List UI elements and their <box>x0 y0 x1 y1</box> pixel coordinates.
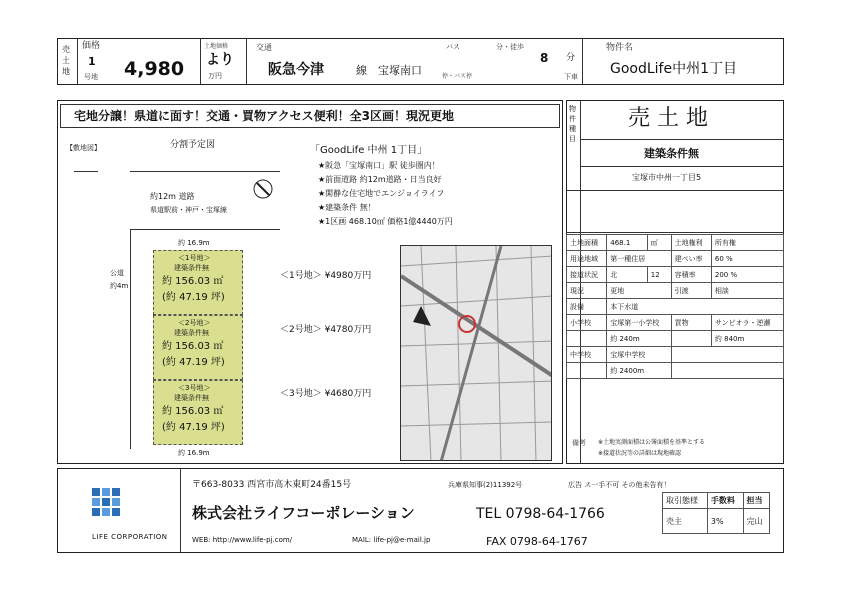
site-map-label: 【敷地図】 <box>66 144 101 152</box>
item-unit: 号地 <box>84 73 98 81</box>
lot-2-price: ＜2号地＞ ¥4780万円 <box>280 325 372 335</box>
feature-item-1: ★阪急「宝塚南口」駅 徒歩圏内！ <box>318 161 440 170</box>
company-logo-text: LIFE CORPORATION <box>92 533 168 541</box>
current-label: 現況 <box>567 283 607 299</box>
road-access-label: 接道状況 <box>567 267 607 283</box>
delivery-label: 引渡 <box>671 283 711 299</box>
address: 宝塚市中州一丁目5 <box>632 173 702 182</box>
lot-2 <box>153 315 243 380</box>
land-area-value: 468.1 <box>607 235 648 251</box>
equipment-label: 設備 <box>567 299 607 315</box>
transport-label: 交通 <box>256 43 272 52</box>
land-area-label: 土地面積 <box>567 235 607 251</box>
coverage-value: 60 % <box>711 251 783 267</box>
spec-table <box>566 234 784 379</box>
note-2: ※接道状況等の詳細は現地確認 <box>598 450 682 457</box>
deal-value: 売主 <box>663 509 708 534</box>
walk-label: 分・徒歩 <box>496 43 524 51</box>
lot-3-price: ＜3号地＞ ¥4680万円 <box>280 389 372 399</box>
minutes-unit: 分 <box>566 53 576 63</box>
condition: 建築条件無 <box>644 147 699 160</box>
road-label: 約12m 道路 <box>150 192 195 201</box>
lot-1-price: ＜1号地＞ ¥4980万円 <box>280 271 372 281</box>
lot-2-tsubo: (約 47.19 坪) <box>162 357 225 368</box>
current-value: 更地 <box>607 283 671 299</box>
lot-2-type: 建築条件無 <box>174 329 209 337</box>
feature-item-5: ★1区画 468.10㎡ 価格1億4440万円 <box>318 217 453 226</box>
far-value: 200 % <box>711 267 783 283</box>
ad-notice: 広告 ス一手不可 その他未告有！ <box>568 481 671 489</box>
shop-distance: 約 840m <box>711 331 783 347</box>
junior-distance: 約 2400m <box>607 363 671 379</box>
lot-3 <box>153 380 243 445</box>
station-name: 宝塚南口 <box>378 64 422 77</box>
far-label: 容積率 <box>671 267 711 283</box>
tel-number: TEL 0798-64-1766 <box>476 506 605 522</box>
side-road-label: 公道 <box>110 269 124 277</box>
from-text: より <box>206 52 234 68</box>
lot-1-area: 約 156.03 ㎡ <box>162 276 224 287</box>
fee-value: 3% <box>707 509 743 534</box>
side-road-sub: 約4m <box>110 282 129 290</box>
postal-address: 〒663-8033 西宮市高木東町24番15号 <box>192 480 352 490</box>
feature-item-2: ★前面道路 約12m道路・日当良好 <box>318 175 442 184</box>
coverage-label: 建ぺい率 <box>671 251 711 267</box>
line-name: 阪急今津 <box>268 62 324 78</box>
price-value: 4,980 <box>124 58 185 80</box>
price-unit: 万円 <box>208 72 222 80</box>
person-value: 完山 <box>743 509 769 534</box>
land-area-unit: ㎡ <box>647 235 671 251</box>
road-width: 12 <box>647 267 671 283</box>
north-arrow-icon <box>252 178 274 200</box>
dim-bottom: 約 16.9m <box>178 449 210 457</box>
shop-label: 買物 <box>671 315 711 331</box>
zoning-value: 第一種住居 <box>607 251 671 267</box>
area-map <box>400 245 552 461</box>
lot-3-tsubo: (約 47.19 坪) <box>162 422 225 433</box>
lot-1-type: 建築条件無 <box>174 264 209 272</box>
lot-1 <box>153 250 243 315</box>
type-title: 売 土 地 <box>628 106 708 131</box>
delivery-value: 相談 <box>711 283 783 299</box>
property-name-label: 物件名 <box>606 43 634 53</box>
note-1: ※土地実測面積は公簿面積を基準とする <box>598 439 706 446</box>
license-number: 兵庫県知事(2)11392号 <box>448 481 523 489</box>
category-vertical: 売土地 <box>62 45 70 76</box>
zoning-label: 用途地域 <box>567 251 607 267</box>
features-title: 「GoodLife 中州 1丁目」 <box>310 145 428 156</box>
bus-stop-label: 停・バス停 <box>442 73 473 80</box>
lot-3-area: 約 156.03 ㎡ <box>162 406 224 417</box>
road-direction: 北 <box>607 267 648 283</box>
price-label: 価格 <box>82 41 101 51</box>
stop-label: 下車 <box>564 73 578 81</box>
deal-label: 取引態様 <box>663 493 708 509</box>
lot-2-area: 約 156.03 ㎡ <box>162 341 224 352</box>
lot-1-no: ＜1号地＞ <box>178 254 211 262</box>
note-label: 備考 <box>572 439 586 447</box>
lot-3-no: ＜3号地＞ <box>178 384 211 392</box>
item-number: 1 <box>88 55 96 68</box>
plan-title: 分割予定図 <box>170 140 216 150</box>
company-logo-icon <box>92 488 128 524</box>
item-type-vertical: 物件種目 <box>569 105 576 143</box>
junior-name: 宝塚中学校 <box>607 347 671 363</box>
road-sub: 県道駅前・神戸・宝塚線 <box>150 206 227 214</box>
feature-item-4: ★建築条件 無！ <box>318 203 376 212</box>
line-suffix: 線 <box>356 64 367 77</box>
equipment-value: 本下水道 <box>607 299 784 315</box>
mail-address[interactable]: MAIL: life-pj@e-mail.jp <box>352 536 431 544</box>
lot-2-no: ＜2号地＞ <box>178 319 211 327</box>
feature-item-3: ★閑静な住宅地でエンジョイライフ <box>318 189 445 198</box>
rights-label: 土地権利 <box>671 235 711 251</box>
person-label: 担当 <box>743 493 769 509</box>
junior-label: 中学校 <box>567 347 607 363</box>
deal-table <box>662 492 770 534</box>
dim-top: 約 16.9m <box>178 239 210 247</box>
fax-number: FAX 0798-64-1767 <box>486 535 588 548</box>
lot-3-type: 建築条件無 <box>174 394 209 402</box>
web-url[interactable]: WEB: http://www.life-pj.com/ <box>192 536 293 544</box>
elementary-distance: 約 240m <box>607 331 671 347</box>
elementary-name: 宝塚第一小学校 <box>607 315 671 331</box>
lot-1-tsubo: (約 47.19 坪) <box>162 292 225 303</box>
from-label: 土地価格 <box>204 43 229 50</box>
shop-name: サンビオラ・逆瀬 <box>711 315 783 331</box>
company-name: 株式会社ライフコーポレーション <box>192 504 415 522</box>
bus-label: バス <box>446 43 460 51</box>
fee-label: 手数料 <box>707 493 743 509</box>
elementary-label: 小学校 <box>567 315 607 331</box>
property-name: GoodLife中州1丁目 <box>610 61 738 77</box>
area-map-graphic <box>401 246 552 461</box>
walk-minutes: 8 <box>540 51 549 65</box>
headline-text: 宅地分譲！県道に面す！交通・買物アクセス便利！全3区画！現況更地 <box>74 109 454 123</box>
rights-value: 所有権 <box>711 235 783 251</box>
